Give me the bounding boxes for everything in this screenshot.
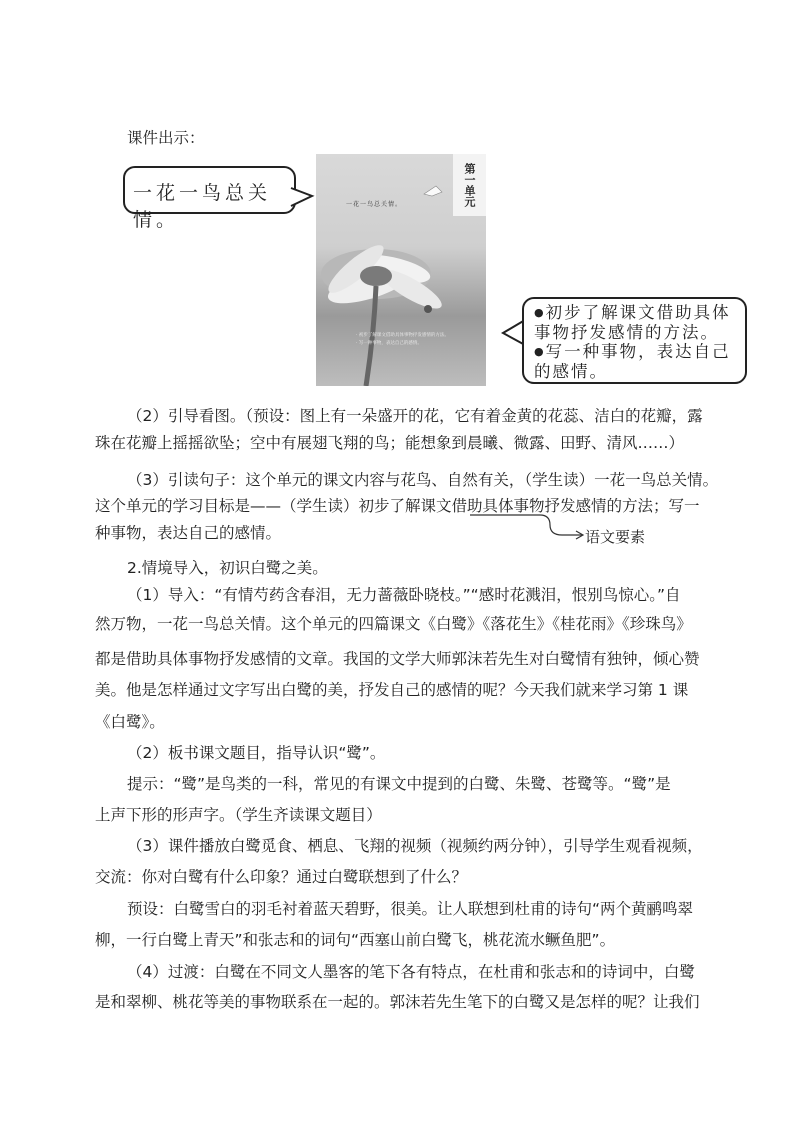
cover-notes — [356, 332, 449, 348]
unit-cover-image — [316, 154, 486, 386]
paragraph-line: 都是借助具体事物抒发感情的文章。我国的文学大师郭沫若先生对白鹭情有独钟，倾心赞 — [95, 650, 700, 668]
cover-note-1: · 初步了解课文借助具体事物抒发感情的方法。 — [356, 333, 449, 338]
paragraph-line: 交流：你对白鹭有什么印象？通过白鹭联想到了什么？ — [95, 868, 468, 886]
bullet-icon: ● — [534, 306, 546, 319]
paragraph-line: 美。他是怎样通过文字写出白鹭的美，抒发自己的感情的呢？今天我们就来学习第 1 课 — [95, 681, 689, 699]
paragraph-line: （1）导入：“有情芍药含春泪，无力蔷薇卧晓枝。”“感时花溅泪，恨别鸟惊心。”自 — [127, 586, 681, 604]
paragraph-line: （2）引导看图。（预设：图上有一朵盛开的花，它有着金黄的花蕊、洁白的花瓣，露 — [127, 407, 703, 425]
paragraph-line: （3）引读句子：这个单元的课文内容与花鸟、自然有关，（学生读）一花一鸟总关情。 — [127, 471, 719, 489]
paragraph-line: （4）过渡：白鹭在不同文人墨客的笔下各有特点，在杜甫和张志和的诗词中，白鹭 — [127, 963, 695, 981]
annotation-arrow-icon — [470, 511, 590, 545]
paragraph-line: （2）板书课文题目，指导认识“鹭”。 — [127, 744, 386, 762]
paragraph-line: 种事物，表达自己的感情。 — [95, 524, 282, 542]
unit-tab: 第一单元 — [453, 154, 486, 216]
cover-note-2: · 写一种事物，表达自己的感情。 — [356, 341, 422, 346]
objective-2-line-2: 的感情。 — [534, 361, 608, 381]
speech-bubble-left — [123, 166, 296, 231]
paragraph-line: 这个单元的学习目标是——（学生读）初步了解课文借助具体事物抒发感情的方法；写一 — [95, 497, 700, 515]
paragraph-line: 然万物，一花一鸟总关情。这个单元的四篇课文《白鹭》《落花生》《桂花雨》《珍珠鸟》 — [95, 615, 692, 633]
objective-2-line-1: 写一种事物，表达自己 — [545, 342, 731, 361]
objective-1-line-2: 事物抒发感情的方法。 — [534, 322, 719, 342]
paragraph-line: 提示：“鹭”是鸟类的一科，常见的有课文中提到的白鹭、朱鹭、苍鹭等。“鹭”是 — [127, 775, 671, 793]
paragraph-line: 珠在花瓣上摇摇欲坠；空中有展翅飞翔的鸟；能想象到晨曦、微露、田野、清风……） — [95, 434, 685, 452]
paragraph-line: 预设：白鹭雪白的羽毛衬着蓝天碧野，很美。让人联想到杜甫的诗句“两个黄鹂鸣翠 — [127, 900, 694, 918]
paragraph-line: 柳，一行白鹭上青天”和张志和的词句“西塞山前白鹭飞，桃花流水鳜鱼肥”。 — [95, 931, 616, 949]
bubble-left-tail-icon — [290, 186, 316, 210]
speech-bubble-right — [522, 297, 747, 384]
intro-label: 课件出示： — [127, 129, 205, 147]
annotation-label: 语文要素 — [585, 528, 646, 546]
cover-title: 一花一鸟总关情。 — [346, 201, 403, 208]
bullet-icon: ● — [534, 345, 546, 358]
bubble-left-text: 一花一鸟总关情。 — [133, 182, 272, 231]
paragraph-line: （3）课件播放白鹭觅食、栖息、飞翔的视频（视频约两分钟），引导学生观看视频， — [127, 837, 703, 855]
paragraph-line: 《白鹭》。 — [95, 713, 165, 731]
paragraph-line: 上声下形的形声字。（学生齐读课文题目） — [95, 806, 382, 824]
objective-1-line-1: 初步了解课文借助具体 — [545, 303, 731, 322]
section-heading: 2.情境导入，初识白鹭之美。 — [127, 559, 328, 577]
paragraph-line: 是和翠柳、桃花等美的事物联系在一起的。郭沫若先生笔下的白鹭又是怎样的呢？让我们 — [95, 993, 700, 1011]
bubble-right-text — [534, 303, 731, 381]
